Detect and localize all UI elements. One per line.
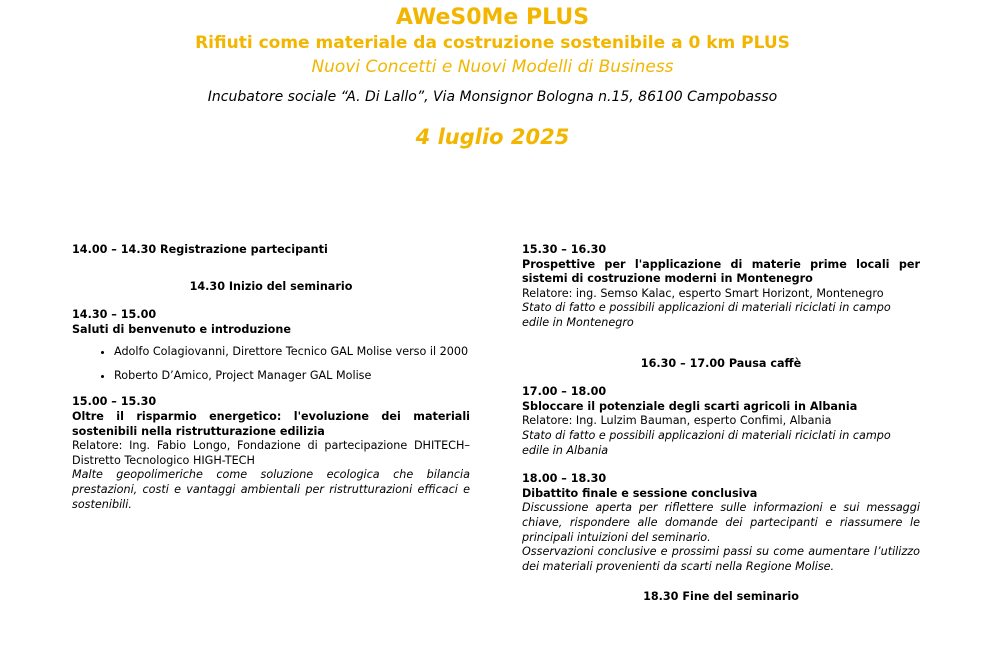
session-montenegro: [522, 243, 920, 331]
session-title: Oltre il risparmio energetico: l'evoluzione dei materiali sostenibili nella ristrutturazione edilizia: [72, 409, 470, 438]
list-item: • Roberto D’Amico, Project Manager GAL Molise: [114, 364, 470, 388]
session-title: Saluti di benvenuto e introduzione: [72, 322, 291, 336]
session-speaker: Relatore: ing. Semso Kalac, esperto Smart Horizont, Montenegro: [522, 286, 884, 300]
agenda-right-column: [522, 243, 920, 605]
event-subtitle: Rifiuti come materiale da costruzione sostenibile a 0 km PLUS: [195, 33, 790, 53]
session-speaker: Relatore: Ing. Fabio Longo, Fondazione di partecipazione DHITECH–Distretto Tecnologico HIGH-TECH: [72, 439, 470, 467]
session-time: 18.00 – 18.30: [522, 472, 607, 486]
session-albania: [522, 385, 920, 458]
agenda-left-column: [72, 243, 470, 512]
session-final-debate: [522, 472, 920, 574]
event-title: AWeS0Me PLUS: [395, 5, 590, 30]
speaker-list: [72, 340, 470, 387]
session-description: Osservazioni conclusive e prossimi passi su come aumentare l’utilizzo dei materiali provenienti da scarti nella Regione Molise.: [522, 545, 920, 573]
seminar-end: 18.30 Fine del seminario: [643, 590, 799, 604]
session-time: 17.00 – 18.00: [522, 385, 607, 399]
seminar-start: 14.30 Inizio del seminario: [189, 279, 353, 293]
session-time: 14.30 – 15.00: [72, 308, 157, 322]
event-tagline: Nuovi Concetti e Nuovi Modelli di Business: [311, 57, 674, 77]
list-item: • Adolfo Colagiovanni, Direttore Tecnico GAL Molise verso il 2000: [114, 340, 470, 364]
session-title: Dibattito finale e sessione conclusiva: [522, 486, 758, 500]
session-time: 15.30 – 16.30: [522, 243, 607, 256]
session-description: Stato di fatto e possibili applicazioni di materiali riciclati in campo edile in Montenegro: [522, 301, 891, 329]
session-title: Prospettive per l'applicazione di materie prime locali per sistemi di costruzione moderni in Montenegro: [522, 257, 920, 286]
event-venue: Incubatore sociale “A. Di Lallo”, Via Monsignor Bologna n.15, 86100 Campobasso: [207, 89, 778, 105]
session-energy-saving: [72, 395, 470, 512]
session-speaker: Relatore: Ing. Lulzim Bauman, esperto Confimi, Albania: [522, 414, 832, 428]
session-description: Stato di fatto e possibili applicazioni di materiali riciclati in campo edile in Albania: [522, 428, 891, 457]
registration-slot: 14.00 – 14.30 Registrazione partecipanti: [72, 243, 328, 256]
event-date: 4 luglio 2025: [415, 125, 570, 149]
session-description: Discussione aperta per riflettere sulle informazioni e sui messaggi chiave, rispondere alle domande dei partecipanti e riassumere le principali intuizioni del seminario.: [522, 501, 920, 544]
session-title: Sbloccare il potenziale degli scarti agricoli in Albania: [522, 399, 858, 413]
session-time: 15.00 – 15.30: [72, 395, 157, 409]
coffee-break: 16.30 – 17.00 Pausa caffè: [640, 356, 802, 370]
session-welcome: [72, 308, 470, 387]
session-description: Malte geopolimeriche come soluzione ecologica che bilancia prestazioni, costi e vantaggi ambientali per ristrutturazioni efficaci e sostenibili.: [72, 468, 470, 511]
